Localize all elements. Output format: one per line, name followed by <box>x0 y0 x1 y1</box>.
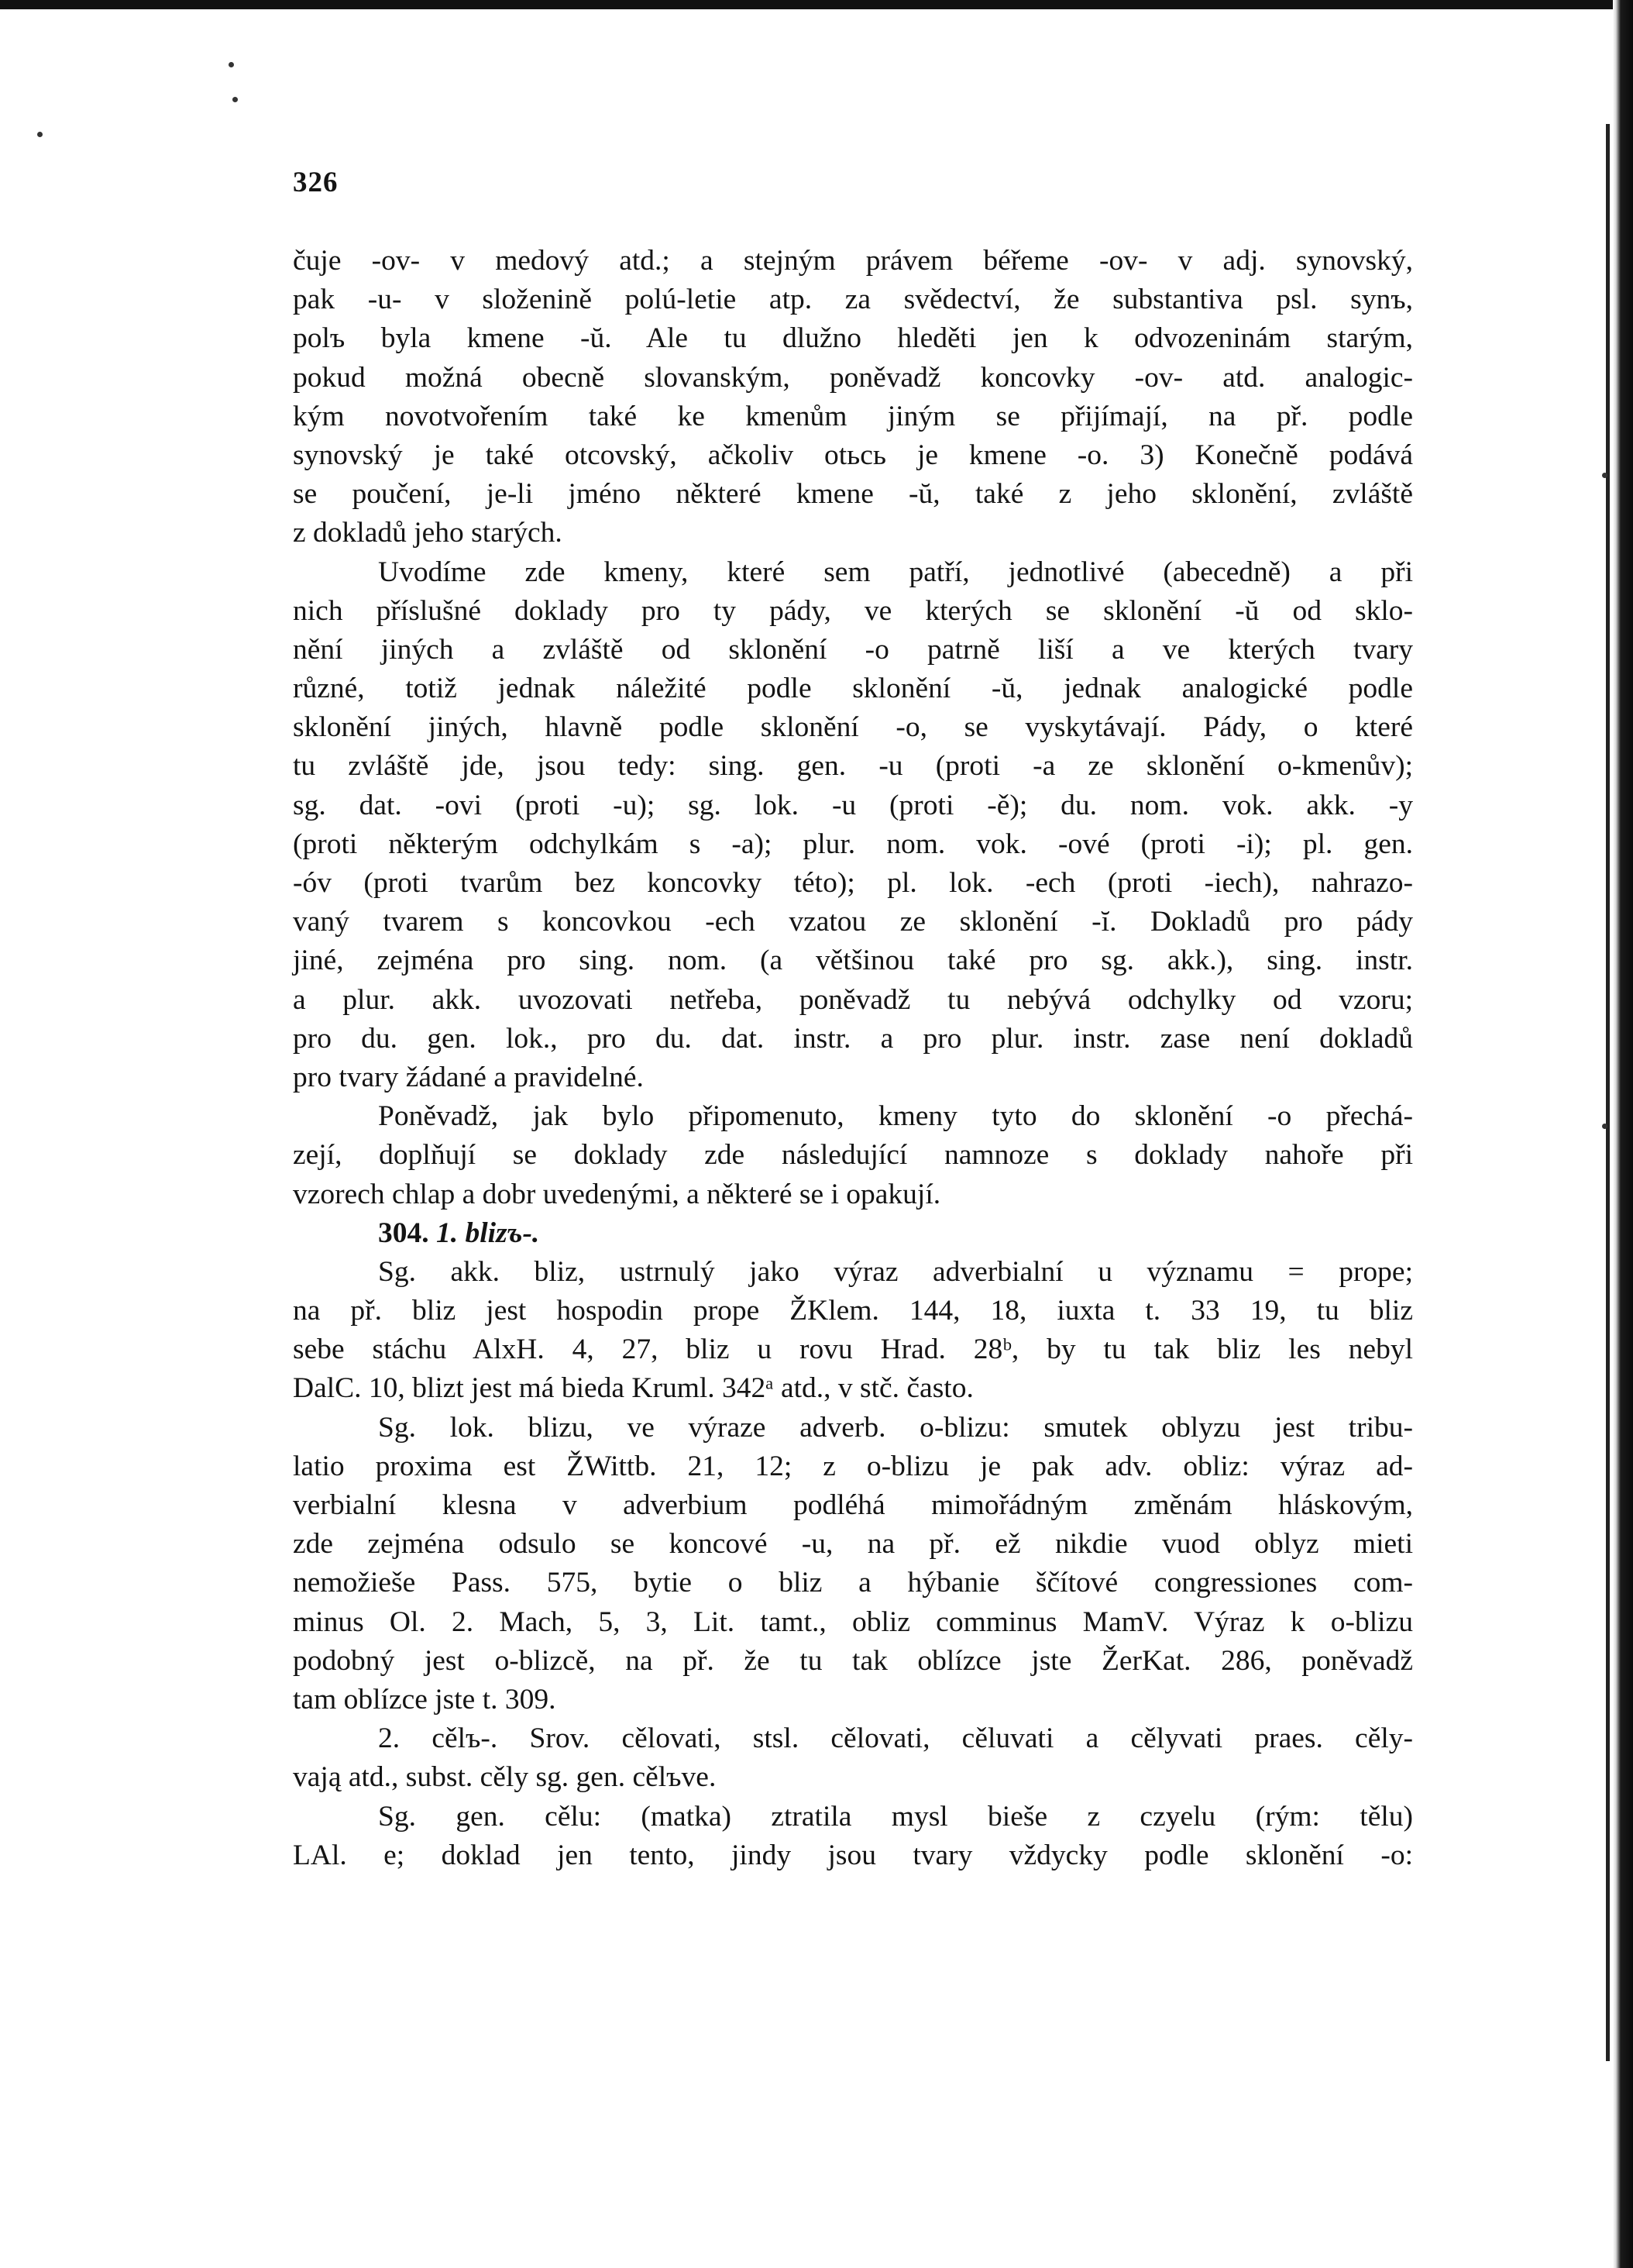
text-line: nění jiných a zvláště od sklonění -o patrně liší a ve kterých tvary <box>293 633 1413 666</box>
text-line: synovský je také otcovský, ačkoliv otьсь je kmene -o. 3) Konečně podává <box>293 439 1413 471</box>
text-line: na př. bliz jest hospodin prope ŽKlem. 144, 18, iuxta t. 33 19, tu bliz <box>293 1295 1413 1327</box>
text-line: čuje -ov- v medový atd.; a stejným právem béřeme -ov- v adj. synovský, <box>293 245 1413 277</box>
text-line: Sg. gen. cělu: (matka) ztratila mysl bieše z czyelu (rým: tělu) <box>378 1800 1413 1833</box>
text-line: -óv (proti tvarům bez koncovky této); pl. lok. -ech (proti -iech), nahrazo- <box>293 867 1413 899</box>
text-line: tam oblízce jste t. 309. <box>293 1683 556 1716</box>
body-text <box>293 242 1413 1875</box>
text-line: nemožieše Pass. 575, bytie o bliz a hýbanie ščítové congressiones com- <box>293 1567 1413 1599</box>
text-line: sg. dat. -ovi (proti -u); sg. lok. -u (proti -ě); du. nom. vok. akk. -y <box>293 789 1413 821</box>
text-line: minus Ol. 2. Mach, 5, 3, Lit. tamt., obliz comminus MamV. Výraz k o-blizu <box>293 1605 1413 1638</box>
text-line: DalC. 10, blizt jest má bieda Kruml. 342ᵃ atd., v stč. často. <box>293 1372 974 1405</box>
section-heading-line <box>293 1214 1413 1253</box>
text-line: vaný tvarem s koncovkou -ech vzatou ze sklonění -ĭ. Dokladů pro pády <box>293 906 1413 938</box>
paragraph <box>293 1409 1413 1720</box>
text-line: zde zejména odsulo se koncové -u, na př. ež nikdie vuod oblyz mieti <box>293 1528 1413 1561</box>
text-line: Uvodíme zde kmeny, které sem patří, jednotlivé (abecedně) a při <box>378 556 1413 588</box>
paragraph <box>293 1719 1413 1797</box>
text-line: Sg. akk. bliz, ustrnulý jako výraz adverbialní u významu = prope; <box>378 1255 1413 1288</box>
page-number: 326 <box>293 167 339 198</box>
text-line: nich příslušné doklady pro ty pády, ve kterých se sklonění -ŭ od sklo- <box>293 594 1413 627</box>
text-line: Sg. lok. blizu, ve výraze adverb. o-blizu: smutek oblyzu jest tribu- <box>378 1411 1413 1444</box>
text-line: různé, totiž jednak náležité podle sklonění -ŭ, jednak analogické podle <box>293 673 1413 705</box>
section-number: 304. <box>378 1217 429 1249</box>
paragraph <box>293 1097 1413 1214</box>
paragraph <box>293 242 1413 553</box>
text-line: 2. cělъ-. Srov. cělovati, stsl. cělovati, cěluvati a cělyvati praes. cěly- <box>378 1723 1413 1755</box>
text-line: jiné, zejména pro sing. nom. (a většinou také pro sg. akk.), sing. instr. <box>293 945 1413 977</box>
paragraph <box>293 553 1413 1098</box>
scan-speck <box>232 97 238 102</box>
text-line: vają atd., subst. cěly sg. gen. cělъve. <box>293 1761 717 1794</box>
text-line: Poněvadž, jak bylo připomenuto, kmeny tyto do sklonění -o přechá- <box>378 1100 1413 1133</box>
scan-right-edge <box>1613 0 1633 2268</box>
text-line: sebe stáchu AlxH. 4, 27, bliz u rovu Hrad. 28ᵇ, by tu tak bliz les nebyl <box>293 1334 1413 1366</box>
text-line: LAl. e; doklad jen tento, jindy jsou tvary vždycky podle sklonění -o: <box>293 1839 1413 1871</box>
text-line: vzorech chlap a dobr uvedenými, a některé se i opakují. <box>293 1178 941 1210</box>
scan-speck <box>1602 473 1607 478</box>
text-line: podobný jest o-blizcě, na př. že tu tak oblízce jste ŽerKat. 286, poněvadž <box>293 1644 1413 1677</box>
section-heading <box>293 1214 1413 1253</box>
text-line: latio proxima est ŽWittb. 21, 12; z o-blizu je pak adv. obliz: výraz ad- <box>293 1450 1413 1482</box>
text-line: tu zvláště jde, jsou tedy: sing. gen. -u (proti -a ze sklonění o-kmenův); <box>293 750 1413 783</box>
text-line: sklonění jiných, hlavně podle sklonění -o, se vyskytávají. Pády, o které <box>293 711 1413 744</box>
text-line: a plur. akk. uvozovati netřeba, poněvadž tu nebývá odchylky od vzoru; <box>293 983 1413 1016</box>
text-line: polъ byla kmene -ŭ. Ale tu dlužno hleděti jen k odvozeninám starým, <box>293 322 1413 355</box>
scan-speck <box>229 62 234 67</box>
scan-top-edge <box>0 0 1633 9</box>
text-line: zejí, doplňují se doklady zde následující namnoze s doklady nahoře při <box>293 1139 1413 1172</box>
text-line: kým novotvořením také ke kmenům jiným se přijímají, na př. podle <box>293 400 1413 432</box>
text-line: verbialní klesna v adverbium podléhá mimořádným změnám hláskovým, <box>293 1489 1413 1521</box>
text-line: se poučení, je-li jméno některé kmene -ŭ, také z jeho sklonění, zvláště <box>293 478 1413 511</box>
section-subheading: 1. blizъ-. <box>436 1217 540 1249</box>
text-line: pro tvary žádané a pravidelné. <box>293 1061 644 1093</box>
scan-speck <box>37 132 43 137</box>
text-line: pokud možná obecně slovanským, poněvadž koncovky -ov- atd. analogic- <box>293 361 1413 394</box>
paragraph <box>293 1253 1413 1409</box>
text-line: pak -u- v složenině polú-letie atp. za svědectví, že substantiva psl. synъ, <box>293 284 1413 316</box>
scan-speck <box>1602 1124 1607 1129</box>
paragraph <box>293 1798 1413 1875</box>
binding-rule <box>1606 124 1610 2061</box>
text-line: z dokladů jeho starých. <box>293 517 562 549</box>
text-line: pro du. gen. lok., pro du. dat. instr. a pro plur. instr. zase není dokladů <box>293 1022 1413 1055</box>
text-line: (proti některým odchylkám s -a); plur. nom. vok. -ové (proti -i); pl. gen. <box>293 828 1413 860</box>
